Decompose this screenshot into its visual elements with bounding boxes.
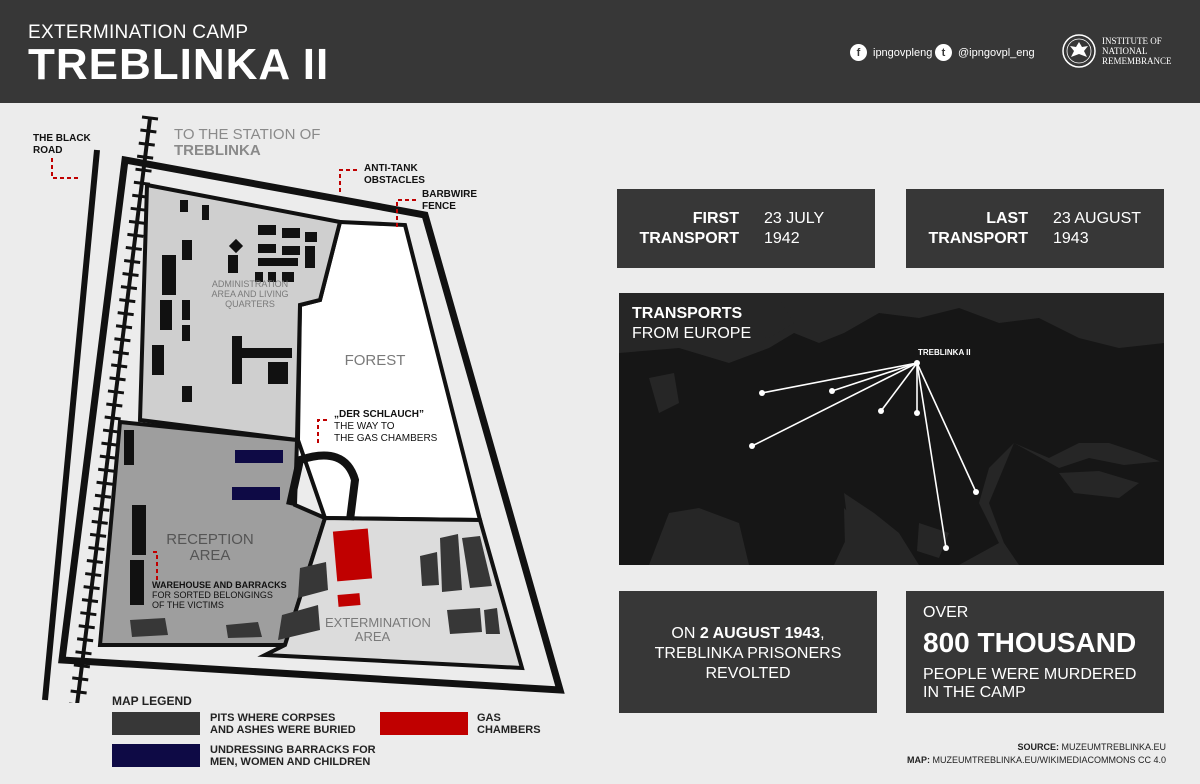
institute-line-3: REMEMBRANCE xyxy=(1102,56,1172,66)
twitter-icon: t xyxy=(935,44,952,61)
warehouse-sub-1: FOR SORTED BELONGINGS xyxy=(152,590,273,600)
reception-line-2: AREA xyxy=(189,547,231,564)
barbwire-line-2: FENCE xyxy=(422,201,456,212)
route-origin-dot xyxy=(914,410,920,416)
railway-tie xyxy=(93,508,109,510)
railway-tie xyxy=(77,639,93,641)
camp-map xyxy=(0,103,600,703)
route-origin-dot xyxy=(829,388,835,394)
railway-tie xyxy=(131,208,147,210)
gas-chamber-old xyxy=(338,593,361,607)
last-transport-date-2: 1943 xyxy=(1053,230,1089,247)
last-transport-date-1: 23 AUGUST xyxy=(1053,210,1142,227)
murdered-line-1: PEOPLE WERE MURDERED xyxy=(923,666,1137,683)
route-origin-dot xyxy=(943,545,949,551)
map-credit xyxy=(907,755,1166,765)
railway-tie xyxy=(119,300,135,302)
extermination-line-1: EXTERMINATION xyxy=(325,615,431,630)
treblinka-marker-label: TREBLINKA II xyxy=(918,348,971,357)
anti-tank-line-2: OBSTACLES xyxy=(364,175,425,186)
anti-tank-label xyxy=(364,163,425,187)
railway-tie xyxy=(129,221,145,223)
first-transport-label-2: TRANSPORT xyxy=(639,230,739,247)
railway-tie xyxy=(101,443,117,445)
legend-undressing-line-1: UNDRESSING BARRACKS FOR xyxy=(210,744,376,756)
revolt-line-2: TREBLINKA PRISONERS xyxy=(654,645,842,662)
railway-tie xyxy=(87,561,103,563)
last-transport-label-2: TRANSPORT xyxy=(928,230,1028,247)
first-transport-date-2: 1942 xyxy=(764,230,800,247)
revolt-card xyxy=(619,591,877,713)
source-value: MUZEUMTREBLINKA.EU xyxy=(1061,742,1166,752)
twitter-handle: @ipngovpl_eng xyxy=(958,46,1035,59)
railway-tie xyxy=(90,534,106,536)
legend-undressing-line-2: MEN, WOMEN AND CHILDREN xyxy=(210,756,371,768)
revolt-prefix: ON xyxy=(671,625,700,642)
railway-tie xyxy=(105,417,121,419)
railway-tie xyxy=(85,574,101,576)
railway-tie xyxy=(100,456,116,458)
railway-tie xyxy=(142,117,158,119)
header xyxy=(0,0,1200,103)
transports-map-card xyxy=(619,293,1164,565)
railway-tie xyxy=(72,678,88,680)
first-transport-card xyxy=(617,189,875,268)
black-road-line-1: THE BLACK xyxy=(33,133,91,144)
railway-tie xyxy=(124,260,140,262)
schlauch-sub-1: THE WAY TO xyxy=(334,421,395,432)
first-transport-date-1: 23 JULY xyxy=(764,210,825,227)
railway-tie xyxy=(110,378,126,380)
railway-tie xyxy=(92,521,108,523)
barbwire-line-1: BARBWIRE xyxy=(422,189,477,200)
institute-line-2: NATIONAL xyxy=(1102,46,1148,56)
admin-area-line-3: QUARTERS xyxy=(225,299,275,309)
legend-pits-line-1: PITS WHERE CORPSES xyxy=(210,712,336,724)
warehouse-sub-2: OF THE VICTIMS xyxy=(152,600,224,610)
header-subtitle: EXTERMINATION CAMP xyxy=(28,22,249,43)
admin-area-line-2: AREA AND LIVING xyxy=(211,289,289,299)
railway-tie xyxy=(114,339,130,341)
transports-title: TRANSPORTS xyxy=(632,305,743,322)
admin-area-line-1: ADMINISTRATION xyxy=(211,279,289,289)
revolt-suffix: , xyxy=(820,625,825,642)
last-transport-label-1: LAST xyxy=(986,210,1028,227)
forest-label: FOREST xyxy=(344,352,406,369)
revolt-line-1 xyxy=(619,624,877,644)
extermination-label xyxy=(325,615,431,644)
undressing-barrack-2 xyxy=(232,487,280,500)
first-transport-label-1: FIRST xyxy=(692,210,739,227)
reception-line-1: RECEPTION xyxy=(166,531,254,548)
legend-title: MAP LEGEND xyxy=(112,694,192,708)
railway-tie xyxy=(137,156,153,158)
railway-tie xyxy=(116,326,132,328)
last-transport-card xyxy=(906,189,1164,268)
railway-tie xyxy=(95,495,111,497)
railway-tie xyxy=(108,391,124,393)
facebook-link[interactable] xyxy=(850,44,932,61)
admin-area-label xyxy=(200,279,300,309)
railway-tie xyxy=(139,143,155,145)
railway-tie xyxy=(80,613,96,615)
railway-tie xyxy=(118,313,134,315)
source-label: SOURCE: xyxy=(1017,742,1059,752)
warehouse-title: WAREHOUSE AND BARRACKS xyxy=(152,580,287,590)
railway-tie xyxy=(88,547,104,549)
murdered-number: 800 THOUSAND xyxy=(923,627,1137,658)
schlauch-label xyxy=(334,409,437,445)
route-origin-dot xyxy=(973,489,979,495)
railway-tie xyxy=(136,169,152,171)
legend-gas-line-2: CHAMBERS xyxy=(477,724,541,736)
railway-tie xyxy=(113,352,129,354)
route-origin-dot xyxy=(749,443,755,449)
barbwire-label xyxy=(422,189,477,213)
railway-tie xyxy=(97,482,113,484)
warehouse-label xyxy=(152,580,287,610)
eagle-emblem-icon xyxy=(1062,34,1096,68)
schlauch-title: „DER SCHLAUCH” xyxy=(334,409,424,420)
railway-tie xyxy=(82,600,98,602)
route-origin-dot xyxy=(878,408,884,414)
railway-tie xyxy=(98,469,114,471)
railway-tie xyxy=(121,287,137,289)
to-station-label xyxy=(174,127,320,159)
anti-tank-line-1: ANTI-TANK xyxy=(364,163,418,174)
facebook-icon: f xyxy=(850,44,867,61)
railway-tie xyxy=(123,274,139,276)
to-station-line-1: TO THE STATION OF xyxy=(174,126,321,143)
railway-tie xyxy=(84,587,100,589)
legend-pits-text xyxy=(210,712,356,736)
gas-chamber-new xyxy=(333,529,372,582)
legend-pits-swatch xyxy=(112,712,200,735)
legend-undressing-text xyxy=(210,744,376,768)
railway-tie xyxy=(103,430,119,432)
black-road-line-2: ROAD xyxy=(33,145,63,156)
railway-tie xyxy=(140,130,156,132)
railway-tie xyxy=(75,652,91,654)
map-credit-value: MUZEUMTREBLINKA.EU/WIKIMEDIACOMMONS CC 4.0 xyxy=(932,755,1166,765)
railway-tie xyxy=(127,234,143,236)
legend-gas-swatch xyxy=(380,712,468,735)
facebook-handle: ipngovpleng xyxy=(873,46,933,59)
route-origin-dot xyxy=(759,390,765,396)
railway-tie xyxy=(106,404,122,406)
legend-undressing-swatch xyxy=(112,744,200,767)
to-station-line-2: TREBLINKA xyxy=(174,142,261,159)
reception-label xyxy=(150,532,270,564)
schlauch-sub-2: THE GAS CHAMBERS xyxy=(334,433,438,444)
extermination-line-2: AREA xyxy=(354,629,391,644)
railway-tie xyxy=(71,691,87,693)
undressing-barrack-1 xyxy=(235,450,283,463)
murdered-card xyxy=(906,591,1164,713)
revolt-date: 2 AUGUST 1943 xyxy=(699,625,821,642)
legend-gas-line-1: GAS xyxy=(477,712,501,724)
institute-line-1: INSTITUTE OF xyxy=(1102,36,1162,46)
page-title: TREBLINKA II xyxy=(28,40,330,89)
legend-gas-text xyxy=(477,712,541,736)
twitter-link[interactable] xyxy=(935,44,1035,61)
revolt-line-3: REVOLTED xyxy=(705,665,791,682)
transports-subtitle: FROM EUROPE xyxy=(632,325,752,342)
railway-tie xyxy=(126,247,142,249)
black-road-label xyxy=(33,133,91,157)
source-credit xyxy=(1017,742,1166,752)
legend-pits-line-2: AND ASHES WERE BURIED xyxy=(210,724,356,736)
murdered-line-2: IN THE CAMP xyxy=(923,684,1026,701)
treblinka-dot xyxy=(914,360,920,366)
railway-tie xyxy=(111,365,127,367)
institute-logo xyxy=(1062,34,1172,68)
railway-tie xyxy=(79,626,95,628)
murdered-over: OVER xyxy=(923,604,969,621)
railway-tie xyxy=(74,665,90,667)
map-credit-label: MAP: xyxy=(906,755,930,765)
